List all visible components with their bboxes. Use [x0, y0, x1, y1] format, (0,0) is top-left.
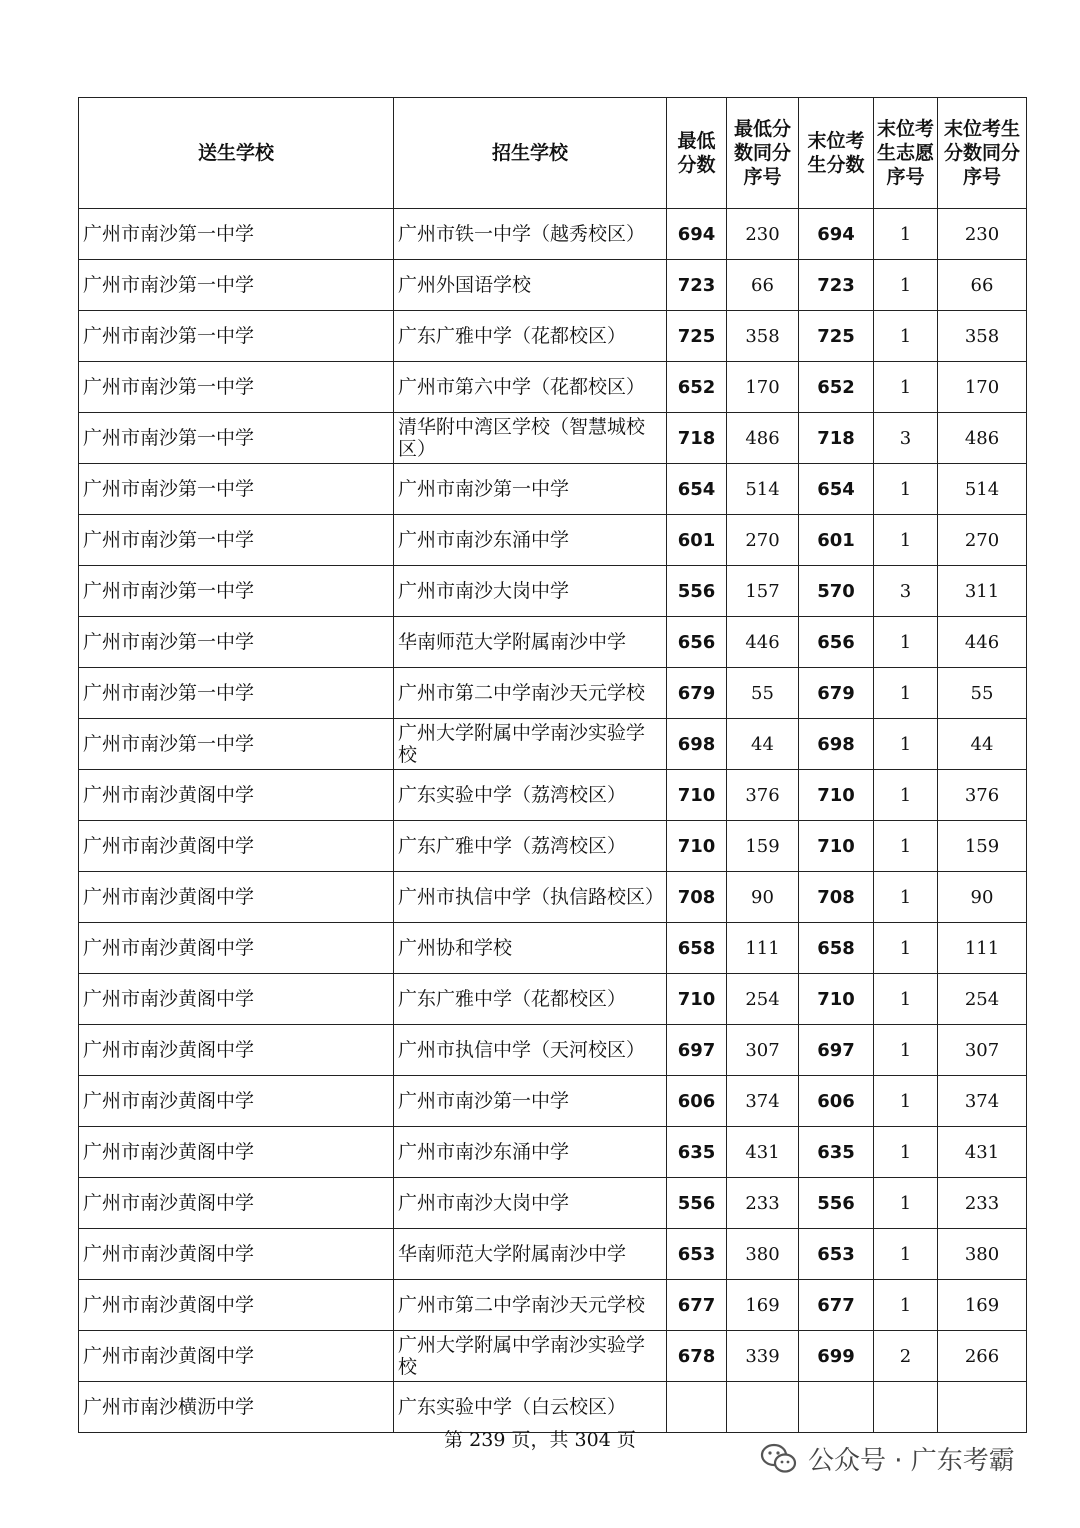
- recruit-school-cell: 广州协和学校: [394, 923, 667, 974]
- last-choice-rank-cell: 1: [874, 1280, 938, 1331]
- last-score-cell: 658: [799, 923, 874, 974]
- sender-school-cell: 广州市南沙第一中学: [79, 719, 394, 770]
- table-row: [79, 515, 1027, 566]
- sender-school-cell: 广州市南沙第一中学: [79, 464, 394, 515]
- min-score-cell: 677: [667, 1280, 727, 1331]
- last-score-rank-cell: 307: [938, 1025, 1027, 1076]
- last-choice-rank-cell: 1: [874, 362, 938, 413]
- min-score-cell: 710: [667, 770, 727, 821]
- min-score-rank-cell: 233: [727, 1178, 799, 1229]
- last-score-rank-cell: 514: [938, 464, 1027, 515]
- min-score-rank-cell: 514: [727, 464, 799, 515]
- min-score-rank-cell: 55: [727, 668, 799, 719]
- last-score-rank-cell: 90: [938, 872, 1027, 923]
- table-row: [79, 1280, 1027, 1331]
- last-choice-rank-cell: 1: [874, 464, 938, 515]
- last-score-rank-cell: 376: [938, 770, 1027, 821]
- min-score-cell: 718: [667, 413, 727, 464]
- recruit-school-cell: 广州外国语学校: [394, 260, 667, 311]
- table-row: [79, 1076, 1027, 1127]
- table-row: [79, 1331, 1027, 1382]
- min-score-cell: 652: [667, 362, 727, 413]
- table-body: [79, 209, 1027, 1433]
- last-score-cell: 601: [799, 515, 874, 566]
- last-score-rank-cell: 431: [938, 1127, 1027, 1178]
- min-score-cell: 694: [667, 209, 727, 260]
- min-score-cell: 723: [667, 260, 727, 311]
- header-min-score: 最低分数: [667, 98, 727, 209]
- last-choice-rank-cell: 1: [874, 974, 938, 1025]
- min-score-rank-cell: 111: [727, 923, 799, 974]
- min-score-rank-cell: 44: [727, 719, 799, 770]
- sender-school-cell: 广州市南沙第一中学: [79, 515, 394, 566]
- recruit-school-cell: 广州市南沙大岗中学: [394, 1178, 667, 1229]
- last-score-cell: 653: [799, 1229, 874, 1280]
- min-score-cell: 678: [667, 1331, 727, 1382]
- last-score-rank-cell: 230: [938, 209, 1027, 260]
- table-row: [79, 464, 1027, 515]
- last-choice-rank-cell: 1: [874, 1127, 938, 1178]
- last-score-rank-cell: 66: [938, 260, 1027, 311]
- min-score-rank-cell: 66: [727, 260, 799, 311]
- sender-school-cell: 广州市南沙第一中学: [79, 362, 394, 413]
- last-score-cell: 635: [799, 1127, 874, 1178]
- last-score-cell: 725: [799, 311, 874, 362]
- last-score-cell: 694: [799, 209, 874, 260]
- last-score-cell: 718: [799, 413, 874, 464]
- table-row: [79, 821, 1027, 872]
- last-score-rank-cell: 254: [938, 974, 1027, 1025]
- table-header-row: [79, 98, 1027, 209]
- min-score-rank-cell: 376: [727, 770, 799, 821]
- last-score-cell: 710: [799, 770, 874, 821]
- last-choice-rank-cell: 1: [874, 311, 938, 362]
- last-choice-rank-cell: 1: [874, 1025, 938, 1076]
- min-score-cell: 556: [667, 1178, 727, 1229]
- recruit-school-cell: 广州大学附属中学南沙实验学校: [394, 1331, 667, 1382]
- sender-school-cell: 广州市南沙第一中学: [79, 566, 394, 617]
- last-score-rank-cell: 380: [938, 1229, 1027, 1280]
- table-row: [79, 719, 1027, 770]
- recruit-school-cell: 广州市南沙第一中学: [394, 464, 667, 515]
- last-score-cell: 697: [799, 1025, 874, 1076]
- last-score-rank-cell: 270: [938, 515, 1027, 566]
- min-score-cell: 658: [667, 923, 727, 974]
- recruit-school-cell: 广州市执信中学（天河校区）: [394, 1025, 667, 1076]
- sender-school-cell: 广州市南沙黄阁中学: [79, 1076, 394, 1127]
- table-row: [79, 872, 1027, 923]
- sender-school-cell: 广州市南沙黄阁中学: [79, 770, 394, 821]
- min-score-rank-cell: 157: [727, 566, 799, 617]
- recruit-school-cell: 广东广雅中学（花都校区）: [394, 311, 667, 362]
- header-recruit-school: 招生学校: [394, 98, 667, 209]
- min-score-cell: 656: [667, 617, 727, 668]
- table-row: [79, 668, 1027, 719]
- min-score-cell: 653: [667, 1229, 727, 1280]
- table-row: [79, 209, 1027, 260]
- recruit-school-cell: 广州市南沙东涌中学: [394, 1127, 667, 1178]
- table-row: [79, 1178, 1027, 1229]
- sender-school-cell: 广州市南沙黄阁中学: [79, 1280, 394, 1331]
- min-score-cell: 708: [667, 872, 727, 923]
- min-score-rank-cell: 380: [727, 1229, 799, 1280]
- last-choice-rank-cell: 1: [874, 1229, 938, 1280]
- min-score-rank-cell: 374: [727, 1076, 799, 1127]
- header-last-score-rank: 末位考生分数同分序号: [938, 98, 1027, 209]
- last-score-cell: 556: [799, 1178, 874, 1229]
- min-score-rank-cell: 446: [727, 617, 799, 668]
- last-choice-rank-cell: 3: [874, 566, 938, 617]
- last-score-rank-cell: 159: [938, 821, 1027, 872]
- last-score-rank-cell: 170: [938, 362, 1027, 413]
- last-choice-rank-cell: 1: [874, 821, 938, 872]
- table-row: [79, 566, 1027, 617]
- last-choice-rank-cell: 1: [874, 515, 938, 566]
- last-score-cell: 698: [799, 719, 874, 770]
- min-score-rank-cell: 486: [727, 413, 799, 464]
- recruit-school-cell: 广东广雅中学（荔湾校区）: [394, 821, 667, 872]
- recruit-school-cell: 广州大学附属中学南沙实验学校: [394, 719, 667, 770]
- sender-school-cell: 广州市南沙黄阁中学: [79, 1127, 394, 1178]
- header-last-score: 末位考生分数: [799, 98, 874, 209]
- min-score-rank-cell: 270: [727, 515, 799, 566]
- min-score-rank-cell: 358: [727, 311, 799, 362]
- table-row: [79, 974, 1027, 1025]
- sender-school-cell: 广州市南沙黄阁中学: [79, 1025, 394, 1076]
- last-choice-rank-cell: 1: [874, 1076, 938, 1127]
- last-choice-rank-cell: 1: [874, 260, 938, 311]
- last-score-rank-cell: 358: [938, 311, 1027, 362]
- min-score-cell: 679: [667, 668, 727, 719]
- last-score-rank-cell: 233: [938, 1178, 1027, 1229]
- min-score-cell: 606: [667, 1076, 727, 1127]
- sender-school-cell: 广州市南沙黄阁中学: [79, 821, 394, 872]
- last-score-rank-cell: 111: [938, 923, 1027, 974]
- recruit-school-cell: 广东实验中学（白云校区）: [394, 1382, 667, 1433]
- min-score-rank-cell: 230: [727, 209, 799, 260]
- last-choice-rank-cell: 1: [874, 719, 938, 770]
- table-row: [79, 923, 1027, 974]
- last-choice-rank-cell: 2: [874, 1331, 938, 1382]
- min-score-cell: 635: [667, 1127, 727, 1178]
- header-sender-school: 送生学校: [79, 98, 394, 209]
- last-score-rank-cell: 169: [938, 1280, 1027, 1331]
- sender-school-cell: 广州市南沙黄阁中学: [79, 1229, 394, 1280]
- recruit-school-cell: 广州市铁一中学（越秀校区）: [394, 209, 667, 260]
- last-score-cell: 699: [799, 1331, 874, 1382]
- header-last-choice-rank: 末位考生志愿序号: [874, 98, 938, 209]
- last-score-rank-cell: 374: [938, 1076, 1027, 1127]
- watermark-text: 公众号 · 广东考霸: [808, 1446, 1015, 1476]
- sender-school-cell: 广州市南沙横沥中学: [79, 1382, 394, 1433]
- table-row: [79, 770, 1027, 821]
- recruit-school-cell: 广州市第二中学南沙天元学校: [394, 1280, 667, 1331]
- last-score-rank-cell: 486: [938, 413, 1027, 464]
- last-score-rank-cell: 311: [938, 566, 1027, 617]
- last-score-cell: 708: [799, 872, 874, 923]
- recruit-school-cell: 广州市南沙大岗中学: [394, 566, 667, 617]
- last-choice-rank-cell: 1: [874, 923, 938, 974]
- last-score-cell: 677: [799, 1280, 874, 1331]
- min-score-rank-cell: 307: [727, 1025, 799, 1076]
- sender-school-cell: 广州市南沙第一中学: [79, 311, 394, 362]
- table-row: [79, 1229, 1027, 1280]
- min-score-rank-cell: 431: [727, 1127, 799, 1178]
- last-score-cell: 654: [799, 464, 874, 515]
- last-score-rank-cell: 446: [938, 617, 1027, 668]
- recruit-school-cell: 华南师范大学附属南沙中学: [394, 617, 667, 668]
- recruit-school-cell: 广州市第六中学（花都校区）: [394, 362, 667, 413]
- sender-school-cell: 广州市南沙第一中学: [79, 413, 394, 464]
- header-min-score-rank: 最低分数同分序号: [727, 98, 799, 209]
- min-score-rank-cell: 254: [727, 974, 799, 1025]
- sender-school-cell: 广州市南沙第一中学: [79, 617, 394, 668]
- last-score-rank-cell: 44: [938, 719, 1027, 770]
- last-score-cell: 723: [799, 260, 874, 311]
- min-score-cell: 654: [667, 464, 727, 515]
- page-number: 第 239 页，共 304 页: [444, 1429, 636, 1451]
- min-score-rank-cell: 159: [727, 821, 799, 872]
- last-choice-rank-cell: 1: [874, 209, 938, 260]
- last-score-cell: 679: [799, 668, 874, 719]
- min-score-cell: 601: [667, 515, 727, 566]
- min-score-cell: 725: [667, 311, 727, 362]
- last-score-cell: 570: [799, 566, 874, 617]
- sender-school-cell: 广州市南沙黄阁中学: [79, 1331, 394, 1382]
- recruit-school-cell: 广州市第二中学南沙天元学校: [394, 668, 667, 719]
- recruit-school-cell: 广东实验中学（荔湾校区）: [394, 770, 667, 821]
- table-row: [79, 413, 1027, 464]
- last-score-cell: 710: [799, 974, 874, 1025]
- admission-score-table: [78, 97, 1027, 1433]
- last-choice-rank-cell: 3: [874, 413, 938, 464]
- min-score-rank-cell: 90: [727, 872, 799, 923]
- last-choice-rank-cell: 1: [874, 1178, 938, 1229]
- sender-school-cell: 广州市南沙黄阁中学: [79, 974, 394, 1025]
- recruit-school-cell: 华南师范大学附属南沙中学: [394, 1229, 667, 1280]
- last-score-rank-cell: 266: [938, 1331, 1027, 1382]
- last-score-cell: 652: [799, 362, 874, 413]
- sender-school-cell: 广州市南沙黄阁中学: [79, 923, 394, 974]
- min-score-rank-cell: 170: [727, 362, 799, 413]
- sender-school-cell: 广州市南沙第一中学: [79, 209, 394, 260]
- recruit-school-cell: 广州市南沙第一中学: [394, 1076, 667, 1127]
- min-score-cell: 698: [667, 719, 727, 770]
- last-choice-rank-cell: 1: [874, 872, 938, 923]
- min-score-rank-cell: 169: [727, 1280, 799, 1331]
- min-score-cell: 697: [667, 1025, 727, 1076]
- recruit-school-cell: 广东广雅中学（花都校区）: [394, 974, 667, 1025]
- last-score-cell: 656: [799, 617, 874, 668]
- last-choice-rank-cell: 1: [874, 668, 938, 719]
- sender-school-cell: 广州市南沙黄阁中学: [79, 872, 394, 923]
- min-score-cell: 710: [667, 974, 727, 1025]
- min-score-cell: 556: [667, 566, 727, 617]
- recruit-school-cell: 清华附中湾区学校（智慧城校区）: [394, 413, 667, 464]
- min-score-rank-cell: 339: [727, 1331, 799, 1382]
- table-row: [79, 1127, 1027, 1178]
- last-choice-rank-cell: 1: [874, 617, 938, 668]
- table-row: [79, 311, 1027, 362]
- recruit-school-cell: 广州市执信中学（执信路校区）: [394, 872, 667, 923]
- last-score-rank-cell: 55: [938, 668, 1027, 719]
- last-score-cell: 606: [799, 1076, 874, 1127]
- last-score-cell: 710: [799, 821, 874, 872]
- sender-school-cell: 广州市南沙第一中学: [79, 260, 394, 311]
- table-row: [79, 362, 1027, 413]
- wechat-icon: [760, 1442, 798, 1476]
- last-choice-rank-cell: 1: [874, 770, 938, 821]
- table-row: [79, 1025, 1027, 1076]
- table-row: [79, 617, 1027, 668]
- min-score-cell: 710: [667, 821, 727, 872]
- sender-school-cell: 广州市南沙第一中学: [79, 668, 394, 719]
- watermark: [760, 1440, 1015, 1477]
- sender-school-cell: 广州市南沙黄阁中学: [79, 1178, 394, 1229]
- recruit-school-cell: 广州市南沙东涌中学: [394, 515, 667, 566]
- table-row: [79, 260, 1027, 311]
